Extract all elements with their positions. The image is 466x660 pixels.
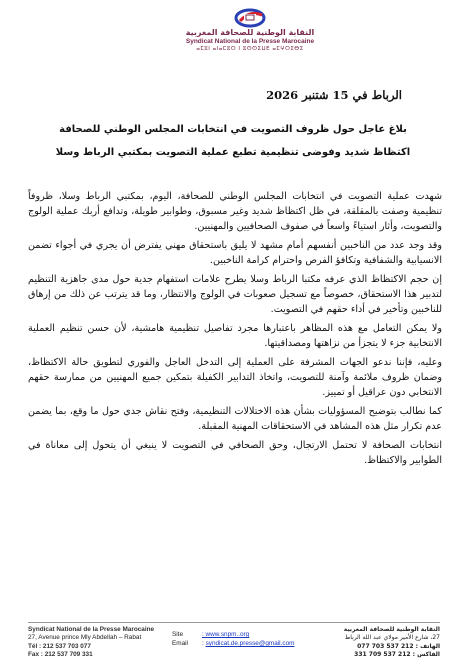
org-name-french: Syndicat National de la Presse Marocaine [185,38,315,45]
paragraph: شهدت عملية التصويت في انتخابات المجلس الوطني للصحافة، اليوم، بمكتبي الرباط وسلا، ظروفاً تنظيمية وصفت بالمقلقة، في ظل اكتظاظ شديد وغير مسبوق، وطوابير طويلة، وتدافع أربك عملية الولوج والتصويت، وأثار استياءً واسعاً في صفوف الصحافيين والمهنيين. [28,191,442,233]
org-name-arabic: النقابة الوطنية للصحافة المغربية [185,28,315,37]
letterhead [150,8,350,56]
footer-contact-french [28,626,168,659]
paragraph: إن حجم الاكتظاظ الذي عرفه مكتبا الرباط وسلا يطرح علامات استفهام جدية حول مدى جاهزية التنظيم لتدبير هذا الاستحقاق، خصوصاً مع تسجيل صعوبات في الولوج والانتظار، وما قد يترتب عن ذلك من إرهاق للناخبين وتأخير في أداء حقهم في التصويت. [28,274,442,316]
org-name-tamazight: ⴰⵎⵓⵏ ⴰⵏⴰⵎⵓⵔ ⵏ ⵓⵙⵙⵉⵡⴹ ⴰⵎⵖⵔⵉⴱⵉ [196,46,304,52]
email-label: Email [172,640,188,647]
footer-site-row [172,630,302,639]
footer-divider [28,622,440,623]
footer-address-ar: 27، شارع الأمير مولاي عبد الله الرباط [344,634,440,642]
footer-address-fr: 27, Avenue prince Mly Abdellah – Rabat [28,634,142,642]
title-line-1: بلاغ عاجل حول ظروف التصويت في انتخابات المجلس الوطني للصحافة [59,124,407,135]
email-link[interactable]: syndicat.de.presse@gmail.com [205,640,295,647]
title-line-2: اكتظاظ شديد وفوضى تنظيمية تطبع عملية التصويت بمكتبي الرباط وسلا [55,147,411,158]
paragraph: انتخابات الصحافة لا تحتمل الارتجال، وحق الصحافي في التصويت لا ينبغي أن يتحول إلى معاناة في الطوابير والاكتظاظ. [28,440,442,467]
paragraph: وعليه، فإننا ندعو الجهات المشرفة على العملية إلى التدخل العاجل والفوري لتطويق حالة الاكتظاظ، وضمان ظروف ملائمة وآمنة للتصويت، واتخاذ التدابير الكفيلة بتمكين جميع المهنيين من ممارسة حقهم الانتخابي دون عراقيل أو تمييز. [28,357,442,399]
body-text [28,189,442,472]
footer-org-name-fr: Syndicat National de la Presse Marocaine [28,626,155,633]
footer-org-name-ar: النقابة الوطنية للصحافة المغربية [343,626,440,633]
footer-contact-arabic [310,626,440,659]
footer-tel-ar: الهاتف : 212 537 703 077 [357,642,440,650]
site-link[interactable]: : www.snpm..org [202,631,250,638]
date-line: الرباط في 15 شتنبر 2026 [266,88,402,102]
footer-tel-fr: Tél : 212 537 703 077 [28,642,91,650]
paragraph: ولا يمكن التعامل مع هذه المظاهر باعتبارها مجرد تفاصيل تنظيمية هامشية، لأن حسن تنظيم العملية الانتخابية جزء لا يتجزأ من نزاهتها ومصداقيتها. [28,323,442,350]
site-label: Site [172,631,184,638]
paragraph: كما نطالب بتوضيح المسؤوليات بشأن هذه الاختلالات التنظيمية، وفتح نقاش جدي حول ما وقع، بما يضمن عدم تكرار مثل هذه المشاهد في الاستحقاقات المهنية المقبلة. [28,406,442,433]
footer-fax-fr: Fax : 212 537 709 331 [28,650,93,658]
footer-fax-ar: الفاكس : 212 537 709 331 [354,650,440,658]
footer-web-contact [172,630,302,648]
paragraph: وقد وجد عدد من الناخبين أنفسهم أمام مشهد لا يليق باستحقاق مهني يفترض أن يجري في أجواء تضمن الانسيابية والشفافية وتكافؤ الفرص واحترام كرامة الناخبين. [28,240,442,267]
footer-email-row: Email : syndicat.de.presse@gmail.com [172,640,295,647]
snpm-logo-icon [222,8,278,28]
